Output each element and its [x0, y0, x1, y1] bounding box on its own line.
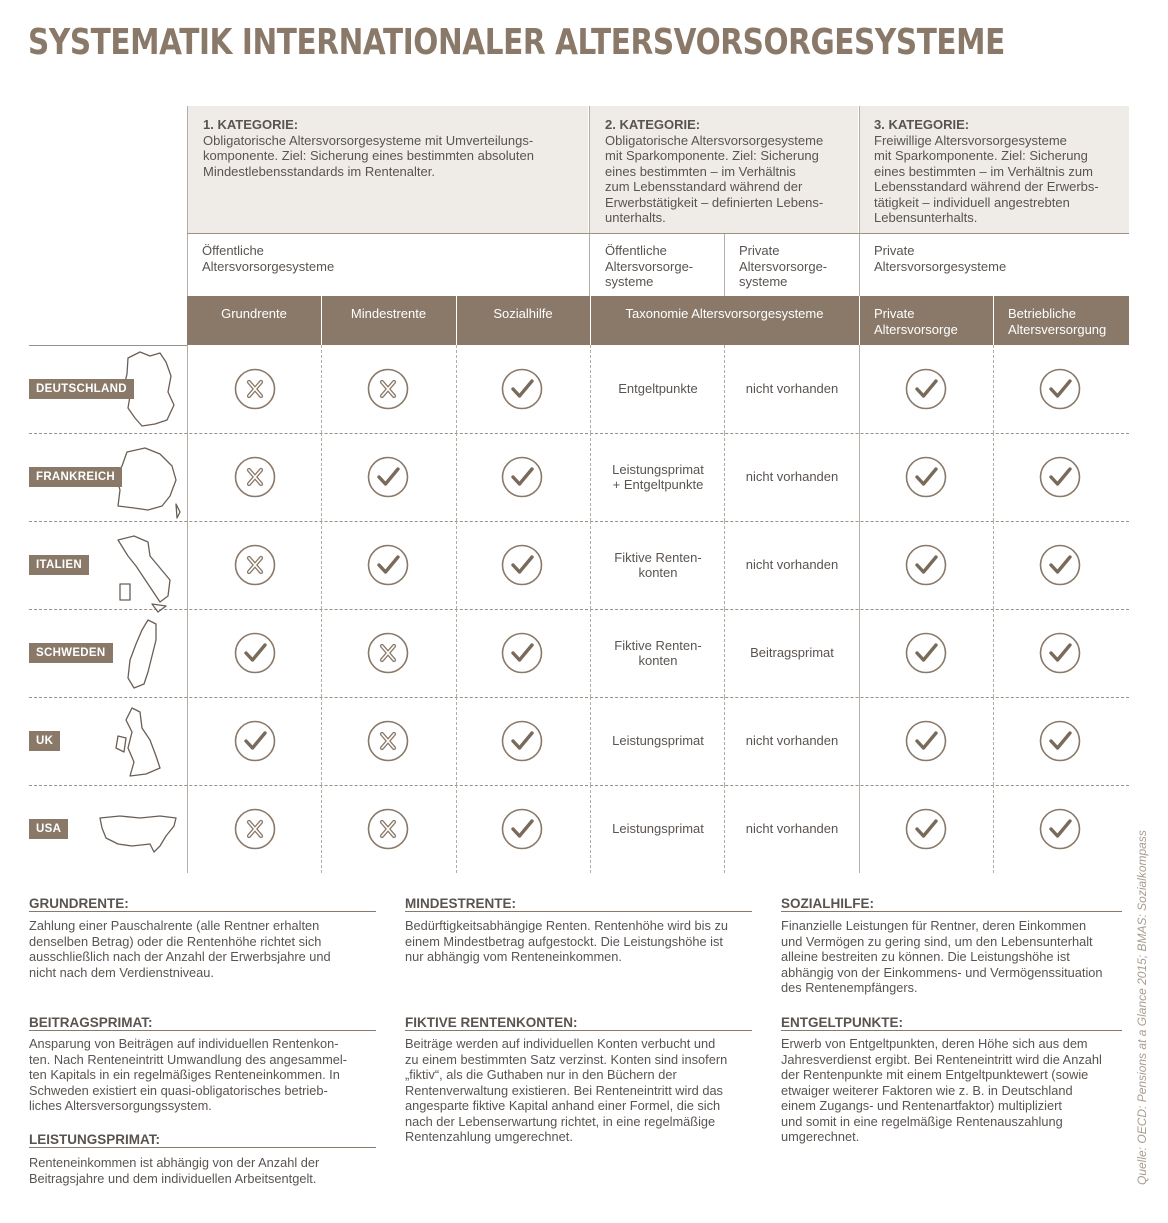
row-divider [29, 785, 1129, 786]
check-icon [501, 456, 543, 498]
definition-underline [29, 1030, 376, 1031]
taxonomie-public-cell-line: Leistungsprimat [612, 733, 704, 749]
country-label: FRANKREICH [29, 467, 122, 487]
column-header-sozialhilfe: Sozialhilfe [493, 306, 553, 321]
subcategory-line: Private [874, 243, 915, 258]
definition-line: Jahresverdienst ergibt. Bei Renteneintritt wird die Anzahl [781, 1051, 1102, 1067]
taxonomie-public-cell-line: + Entgeltpunkte [612, 477, 704, 492]
category-3 [874, 117, 1099, 226]
cross-icon [234, 544, 276, 586]
taxonomie-public-cell [592, 550, 724, 581]
definition-line: Ansparung von Beiträgen auf individuellen Rentenkon- [29, 1036, 339, 1051]
subcategory-line: Altersvorsorge- [739, 258, 828, 274]
definition-line: Erwerb von Entgeltpunkten, deren Höhe sich aus dem [781, 1036, 1088, 1051]
cross-icon [367, 720, 409, 762]
definition-underline [405, 1030, 752, 1031]
definition-line: nur abhängig vom Renteneinkommen. [405, 949, 622, 964]
definition-underline [781, 1030, 1122, 1031]
definition-line: abhängig von der Einkommens- und Vermögenssituation [781, 964, 1103, 980]
category-2-line: zum Lebensstandard während der [605, 179, 803, 194]
check-icon [1039, 456, 1081, 498]
subcategory-divider [187, 233, 1129, 234]
definition-line: und somit in eine regelmäßige Rentenauszahlung [781, 1113, 1063, 1129]
column-header-line: Altersvorsorge [874, 321, 958, 337]
column-header-grundrente: Grundrente [221, 306, 287, 321]
taxonomie-public-cell [592, 638, 724, 669]
subcategory-line: systeme [739, 274, 788, 289]
column-divider [187, 106, 188, 873]
cell-divider [859, 521, 860, 609]
cross-icon [234, 456, 276, 498]
cell-divider [590, 345, 591, 433]
page-title: SYSTEMATIK INTERNATIONALER ALTERSVORSORGESYSTEME [28, 22, 1005, 63]
check-icon [905, 456, 947, 498]
subcategory-line: Öffentliche [605, 243, 667, 258]
taxonomie-private-cell [726, 557, 858, 573]
taxonomie-public-cell-line: Leistungsprimat [612, 461, 704, 477]
check-icon [905, 808, 947, 850]
cell-divider [321, 697, 322, 785]
cell-divider [456, 697, 457, 785]
column-divider [724, 234, 725, 296]
cell-divider [321, 433, 322, 521]
definition-line: Schweden existiert ein quasi-obligatorisches betrieb- [29, 1082, 328, 1098]
definition-line: etwaiger weiterer Faktoren wie z. B. in Deutschland [781, 1082, 1073, 1098]
definition-line: und Vermögen zu gering sind, um den Lebensunterhalt [781, 933, 1093, 949]
definition-leistungsprimat-text [29, 1155, 319, 1186]
definition-line: denselben Betrag) oder die Rentenhöhe richtet sich [29, 933, 322, 949]
subcategory-public-1 [202, 243, 334, 274]
definition-line: angesparte fiktive Kapital anhand einer Formel, die sich [405, 1098, 721, 1113]
cell-divider [590, 697, 591, 785]
definition-line: liches Altersversorgungssystem. [29, 1098, 212, 1113]
definition-line: Bedürftigkeitsabhängige Renten. Rentenhöhe wird bis zu [405, 918, 728, 933]
check-icon [1039, 720, 1081, 762]
category-2-heading: 2. KATEGORIE: [605, 117, 701, 132]
cell-divider [993, 521, 994, 609]
definition-line: zu einem bestimmten Satz verzinst. Konten sind insofern [405, 1051, 728, 1067]
cell-divider [321, 785, 322, 873]
column-header-private [874, 306, 958, 337]
definition-line: Beitragsjahre und dem individuellen Arbeitsentgelt. [29, 1170, 317, 1186]
definition-underline [29, 1147, 376, 1148]
taxonomie-private-cell [726, 381, 858, 397]
cell-divider [590, 521, 591, 609]
cell-divider [456, 433, 457, 521]
definition-line: der Rentenpunkte mit einem Entgeltpunktewert (sowie [781, 1067, 1089, 1082]
category-3-line: Lebensstandard während der Erwerbs- [874, 179, 1099, 194]
category-2-line: mit Sparkomponente. Ziel: Sicherung [605, 148, 819, 163]
cell-divider [724, 697, 725, 785]
country-label: DEUTSCHLAND [29, 379, 134, 399]
category-1-line: Mindestlebensstandards im Rentenalter. [203, 163, 435, 179]
country-label: SCHWEDEN [29, 643, 113, 663]
cell-divider [993, 433, 994, 521]
category-1-heading: 1. KATEGORIE: [203, 117, 299, 132]
definition-line: Rentenverwaltung existieren. Bei Renteneintritt wird das [405, 1082, 723, 1098]
taxonomie-private-cell-line: nicht vorhanden [745, 557, 839, 573]
column-header-line: Altersversorgung [1008, 321, 1107, 337]
table-top-border [29, 345, 187, 346]
subcategory-public-2 [605, 243, 693, 290]
category-2-line: eines bestimmten – im Verhältnis [605, 163, 796, 179]
check-icon [501, 808, 543, 850]
category-3-line: Lebensunterhalts. [874, 210, 978, 225]
cell-divider [724, 433, 725, 521]
check-icon [501, 368, 543, 410]
definition-mindestrente-text [405, 918, 728, 965]
definition-line: umgerechnet. [781, 1129, 860, 1144]
usa-map-icon [0, 0, 187, 880]
definition-beitragsprimat-text [29, 1036, 347, 1114]
check-icon [1039, 544, 1081, 586]
row-divider [29, 521, 1129, 522]
column-header-line: Private [874, 306, 915, 321]
taxonomie-public-cell-line: Entgeltpunkte [618, 381, 698, 397]
taxonomie-public-cell [592, 381, 724, 397]
definition-entgeltpunkte-title: ENTGELTPUNKTE: [781, 1015, 903, 1030]
cell-divider [321, 609, 322, 697]
definition-line: ausschließlich nach der Anzahl der Erwerbsjahre und [29, 949, 331, 964]
cell-divider [456, 785, 457, 873]
definition-underline [405, 911, 752, 912]
subcategory-line: Altersvorsorgesysteme [874, 258, 1007, 274]
cell-divider [993, 609, 994, 697]
check-icon [234, 632, 276, 674]
definition-entgeltpunkte-text [781, 1036, 1102, 1145]
taxonomie-private-cell [726, 645, 858, 661]
cell-divider [724, 609, 725, 697]
taxonomie-public-cell-line: konten [638, 565, 678, 580]
category-2-line: Obligatorische Altersvorsorgesysteme [605, 132, 824, 148]
header-divider [993, 296, 994, 345]
definition-line: des Rentenempfängers. [781, 980, 918, 995]
taxonomie-public-cell [592, 733, 724, 749]
cell-divider [993, 345, 994, 433]
category-3-line: eines bestimmten – im Verhältnis zum [874, 163, 1093, 179]
category-2-line: unterhalts. [605, 210, 666, 225]
check-icon [905, 720, 947, 762]
category-3-line: mit Sparkomponente. Ziel: Sicherung [874, 148, 1088, 163]
taxonomie-public-cell [592, 462, 724, 493]
check-icon [905, 544, 947, 586]
taxonomie-private-cell [726, 821, 858, 837]
subcategory-line: Private [739, 243, 780, 258]
taxonomie-private-cell-line: nicht vorhanden [745, 469, 839, 485]
definition-fiktive-rentenkonten-text [405, 1036, 727, 1145]
header-divider [859, 296, 860, 345]
definition-beitragsprimat-title: BEITRAGSPRIMAT: [29, 1015, 153, 1030]
definition-line: ten Kapitals in ein regelmäßiges Renteneinkommen. In [29, 1067, 340, 1082]
taxonomie-public-cell-line: Fiktive Renten- [614, 637, 702, 653]
cross-icon [367, 632, 409, 674]
category-2 [605, 117, 823, 226]
definition-line: alleine bestreiten zu können. Die Leistungshöhe ist [781, 949, 1070, 964]
row-divider [29, 433, 1129, 434]
column-header-line: Betriebliche [1008, 306, 1076, 321]
category-1 [203, 117, 534, 179]
definition-line: „fiktiv“, als die Guthaben nur in den Büchern der [405, 1067, 677, 1082]
cell-divider [724, 345, 725, 433]
taxonomie-private-cell-line: nicht vorhanden [745, 381, 839, 397]
definition-line: Finanzielle Leistungen für Rentner, deren Einkommen [781, 918, 1087, 933]
country-label: USA [29, 819, 68, 839]
definition-sozialhilfe-text [781, 918, 1103, 996]
taxonomie-public-cell-line: konten [638, 653, 678, 668]
cell-divider [859, 433, 860, 521]
check-icon [501, 632, 543, 674]
subcategory-line: Öffentliche [202, 243, 264, 258]
cell-divider [456, 345, 457, 433]
category-1-line: Obligatorische Altersvorsorgesysteme mit Umverteilungs- [203, 132, 534, 148]
definition-line: nicht nach dem Verdienstniveau. [29, 964, 214, 980]
cell-divider [456, 521, 457, 609]
definition-fiktive-rentenkonten-title: FIKTIVE RENTENKONTEN: [405, 1015, 578, 1030]
cell-divider [724, 521, 725, 609]
cell-divider [993, 785, 994, 873]
cell-divider [590, 609, 591, 697]
row-divider [29, 697, 1129, 698]
category-1-line: komponente. Ziel: Sicherung eines bestimmten absoluten [203, 148, 534, 163]
cell-divider [859, 697, 860, 785]
subcategory-private-2 [739, 243, 827, 290]
column-divider [859, 106, 860, 296]
definition-line: nach der Lebenserwartung richtet, in eine regelmäßige [405, 1113, 716, 1129]
subcategory-line: Altersvorsorge- [605, 258, 694, 274]
definition-line: Zahlung einer Pauschalrente (alle Rentner erhalten [29, 918, 320, 933]
country-label: ITALIEN [29, 555, 89, 575]
cross-icon [367, 368, 409, 410]
cell-divider [859, 785, 860, 873]
definition-line: Renteneinkommen ist abhängig von der Anzahl der [29, 1155, 320, 1170]
check-icon [905, 632, 947, 674]
column-header-betrieblich [1008, 306, 1106, 337]
check-icon [501, 544, 543, 586]
check-icon [501, 720, 543, 762]
taxonomie-private-cell-line: Beitragsprimat [750, 645, 834, 661]
cell-divider [590, 785, 591, 873]
taxonomie-public-cell [592, 821, 724, 837]
definition-underline [781, 911, 1122, 912]
column-header-mindestrente: Mindestrente [350, 306, 427, 321]
taxonomie-public-cell-line: Leistungsprimat [612, 821, 704, 837]
definition-line: Rentenzahlung umgerechnet. [405, 1129, 573, 1144]
subcategory-private-3 [874, 243, 1006, 274]
row-divider [29, 609, 1129, 610]
source-note: Quelle: OECD: Pensions at a Glance 2015; BMAS: Sozialkompass [1135, 830, 1149, 1185]
country-label: UK [29, 731, 60, 751]
category-3-line: Freiwillige Altersvorsorgesysteme [874, 132, 1067, 148]
taxonomie-private-cell-line: nicht vorhanden [745, 821, 839, 837]
cross-icon [367, 808, 409, 850]
subcategory-line: systeme [605, 274, 654, 289]
cell-divider [590, 433, 591, 521]
definition-grundrente-text [29, 918, 331, 980]
cell-divider [993, 697, 994, 785]
definition-line: Beiträge werden auf individuellen Konten verbucht und [405, 1036, 716, 1051]
definition-sozialhilfe-title: SOZIALHILFE: [781, 896, 874, 911]
taxonomie-private-cell [726, 733, 858, 749]
cell-divider [859, 345, 860, 433]
check-icon [1039, 368, 1081, 410]
definition-underline [29, 911, 376, 912]
check-icon [1039, 632, 1081, 674]
column-header-taxonomie: Taxonomie Altersvorsorgesysteme [625, 306, 824, 321]
definition-mindestrente-title: MINDESTRENTE: [405, 896, 516, 911]
definition-line: ten. Nach Renteneintritt Umwandlung des angesammel- [29, 1051, 347, 1067]
category-2-line: Erwerbstätigkeit – definierten Lebens- [605, 194, 824, 210]
check-icon [367, 544, 409, 586]
cell-divider [456, 609, 457, 697]
category-3-heading: 3. KATEGORIE: [874, 117, 970, 132]
cell-divider [321, 521, 322, 609]
definition-line: einem Mindestbetrag aufgestockt. Die Leistungshöhe ist [405, 933, 723, 949]
cell-divider [859, 609, 860, 697]
cross-icon [234, 368, 276, 410]
column-divider [589, 106, 590, 296]
subcategory-line: Altersvorsorgesysteme [202, 258, 335, 274]
definition-line: einem Zugangs- und Rentenartfaktor) multipliziert [781, 1098, 1062, 1113]
cell-divider [724, 785, 725, 873]
check-icon [367, 456, 409, 498]
check-icon [1039, 808, 1081, 850]
taxonomie-private-cell [726, 469, 858, 485]
category-3-line: tätigkeit – individuell angestrebten [874, 194, 1070, 210]
definition-leistungsprimat-title: LEISTUNGSPRIMAT: [29, 1132, 160, 1147]
cross-icon [234, 808, 276, 850]
definition-grundrente-title: GRUNDRENTE: [29, 896, 129, 911]
taxonomie-private-cell-line: nicht vorhanden [745, 733, 839, 749]
cell-divider [321, 345, 322, 433]
taxonomie-public-cell-line: Fiktive Renten- [614, 549, 702, 565]
check-icon [905, 368, 947, 410]
check-icon [234, 720, 276, 762]
